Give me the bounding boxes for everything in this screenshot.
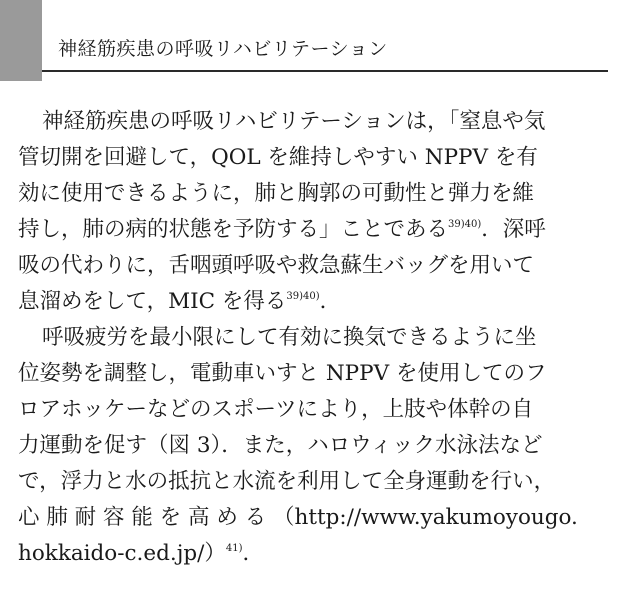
paragraph-1 [18,104,608,320]
paragraph-line: 力運動を促す（図 3）．また，ハロウィック水泳法など [18,433,543,458]
paragraph-2 [18,320,608,572]
paragraph-line [18,284,608,320]
paragraph-line: で，浮力と水の抵抗と水流を利用して全身運動を行い， [18,469,556,494]
paragraph-line: 呼吸疲労を最小限にして有効に換気できるように坐 [42,325,537,350]
paragraph-line: 心 肺 耐 容 能 を 高 め る （http://www.yakumoyougo. [18,505,578,530]
paragraph-line: 位姿勢を調整し，電動車いすと NPPV を使用してのフ [18,361,547,386]
paragraph-line [18,212,608,248]
line-text: ． [242,541,265,566]
paragraph-line: 神経筋疾患の呼吸リハビリテーションは，「窒息や気 [42,109,546,134]
paragraph-line: 管切開を回避して，QOL を維持しやすい NPPV を有 [18,145,538,170]
line-text: 息溜めをして，MIC を得る [18,289,287,314]
line-text: 持し，肺の病的状態を予防する」ことである [18,217,449,242]
section-marker-bar [0,0,42,81]
heading-underline [42,70,608,72]
body-text [18,104,608,572]
paragraph-line: ロアホッケーなどのスポーツにより，上肢や体幹の自 [18,397,534,422]
paragraph-line: 効に使用できるように，肺と胸郭の可動性と弾力を維 [18,181,535,206]
paragraph-line: 吸の代わりに，舌咽頭呼吸や救急蘇生バッグを用いて [18,253,535,278]
line-text: ．深呼 [481,217,546,242]
citation-ref: 39)40) [448,219,482,230]
citation-ref: 39)40) [286,291,320,302]
section-heading: 神経筋疾患の呼吸リハビリテーション [58,38,388,60]
paragraph-line [18,536,608,572]
line-text: hokkaido-c.ed.jp/） [18,541,226,566]
citation-ref: 41) [225,543,243,554]
line-text: ． [319,289,342,314]
